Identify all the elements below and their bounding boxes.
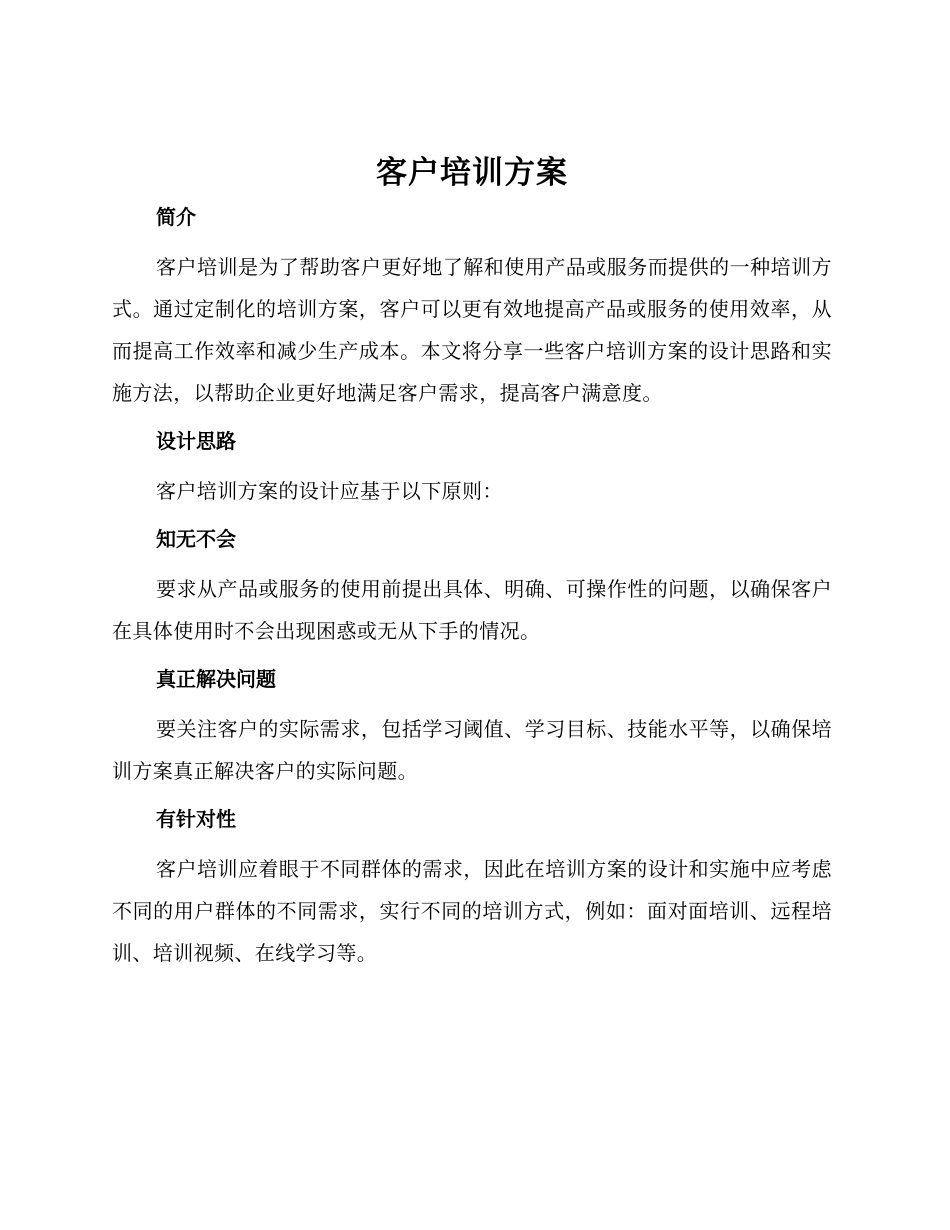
section-heading-solve-problems: 真正解决问题 — [156, 667, 276, 691]
section-targeted — [112, 804, 832, 974]
spacer — [112, 456, 832, 470]
document-page — [112, 150, 832, 974]
spacer — [112, 792, 832, 804]
document-title: 客户培训方案 — [376, 155, 568, 191]
section-heading-know-everything: 知无不会 — [156, 527, 236, 551]
spacer — [112, 834, 832, 848]
spacer — [112, 554, 832, 568]
section-paragraph-solve-problems: 要关注客户的实际需求，包括学习阈值、学习目标、技能水平等，以确保培训方案真正解决客户的实际问题。 — [112, 717, 832, 783]
section-know-everything — [112, 524, 832, 652]
spacer — [112, 414, 832, 426]
section-paragraph-know-everything: 要求从产品或服务的使用前提出具体、明确、可操作性的问题，以确保客户在具体使用时不会出现困惑或无从下手的情况。 — [112, 577, 832, 643]
section-heading-intro: 简介 — [156, 205, 196, 229]
section-paragraph-targeted: 客户培训应着眼于不同群体的需求，因此在培训方案的设计和实施中应考虑不同的用户群体的不同需求，实行不同的培训方式，例如：面对面培训、远程培训、培训视频、在线学习等。 — [112, 857, 832, 965]
section-heading-targeted: 有针对性 — [156, 807, 236, 831]
section-intro — [112, 202, 832, 414]
section-paragraph-intro: 客户培训是为了帮助客户更好地了解和使用产品或服务而提供的一种培训方式。通过定制化的培训方案，客户可以更有效地提高产品或服务的使用效率，从而提高工作效率和减少生产成本。本文将分享一些客户培训方案的设计思路和实施方法，以帮助企业更好地满足客户需求，提高客户满意度。 — [112, 255, 832, 405]
spacer — [112, 512, 832, 524]
section-paragraph-design-ideas: 客户培训方案的设计应基于以下原则： — [156, 479, 503, 503]
spacer — [112, 694, 832, 708]
spacer — [112, 652, 832, 664]
section-heading-design-ideas: 设计思路 — [156, 429, 236, 453]
section-design-ideas — [112, 426, 832, 512]
spacer — [112, 232, 832, 246]
section-solve-problems — [112, 664, 832, 792]
